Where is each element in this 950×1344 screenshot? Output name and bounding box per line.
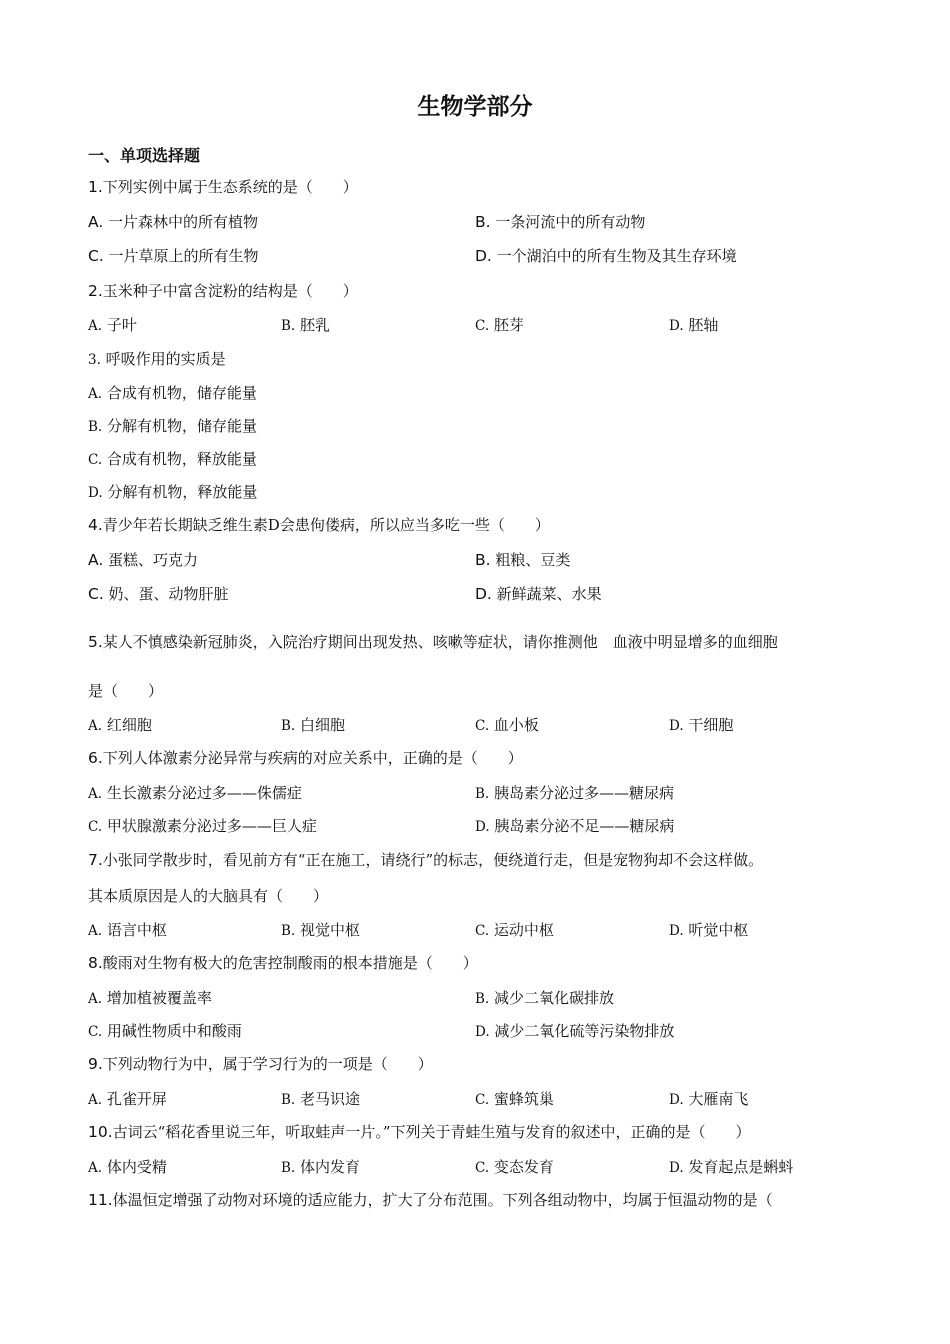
option-text: 白细胞 (295, 716, 345, 734)
option-text: 一条河流中的所有动物 (490, 213, 646, 231)
option-text: 玉米种子中富含淀粉的结构是（ ） (102, 282, 358, 300)
option-text: 老马识途 (295, 1090, 360, 1108)
option-text: 11. (88, 1191, 113, 1209)
question-7-stem (88, 850, 763, 870)
question-5-stem (88, 632, 778, 652)
question-7-option-a[interactable] (88, 920, 167, 941)
option-text: 一片森林中的所有植物 (103, 213, 259, 231)
option-text: 合成有机物，储存能量 (102, 384, 257, 402)
question-7-option-d[interactable] (669, 920, 748, 941)
option-text: C. (475, 718, 490, 734)
option-text: 10. (88, 1123, 113, 1141)
option-text: D. (669, 718, 684, 734)
question-1-option-a[interactable] (88, 212, 258, 232)
question-1-stem (88, 177, 358, 197)
question-1-option-b[interactable] (475, 212, 645, 232)
question-4-option-c[interactable] (88, 584, 229, 604)
question-8-stem (88, 953, 478, 973)
question-7-option-b[interactable] (281, 920, 360, 941)
option-text: B. (281, 1160, 296, 1176)
option-text: D. (669, 1092, 684, 1108)
question-2-option-c[interactable] (475, 315, 524, 336)
option-text: 用碱性物质中和酸雨 (102, 1022, 242, 1040)
question-10-option-b[interactable] (281, 1157, 360, 1178)
option-text: D. (669, 923, 684, 939)
question-3-stem (88, 349, 226, 370)
option-text: D. (669, 1160, 684, 1176)
question-9-option-c[interactable] (475, 1089, 554, 1110)
question-3-option-d[interactable] (88, 482, 257, 503)
question-6-option-b[interactable] (475, 783, 674, 804)
option-text: 孔雀开屏 (102, 1090, 167, 1108)
option-text: B. (281, 718, 296, 734)
section-heading: 一、单项选择题 (88, 146, 201, 165)
question-3-option-c[interactable] (88, 449, 257, 470)
option-text: C. (88, 819, 103, 835)
option-text: B. (281, 318, 296, 334)
question-10-option-a[interactable] (88, 1157, 167, 1178)
option-text: 体内发育 (295, 1158, 360, 1176)
option-text: A. (88, 786, 103, 802)
question-6-option-d[interactable] (475, 816, 674, 837)
option-text: 体内受精 (102, 1158, 167, 1176)
option-text: 蜜蜂筑巢 (489, 1090, 554, 1108)
option-text: B. (475, 991, 490, 1007)
option-text: 青少年若长期缺乏维生素D会患佝偻病，所以应当多吃一些（ ） (102, 516, 550, 534)
option-text: 某人不慎感染新冠肺炎，入院治疗期间出现发热、咳嗽等症状，请你推测他 血液中明显增多的血细胞 (102, 633, 778, 651)
question-2-option-b[interactable] (281, 315, 330, 336)
option-text: 蛋糕、巧克力 (103, 551, 199, 569)
page-title: 生物学部分 (417, 94, 533, 120)
question-9-option-d[interactable] (669, 1089, 748, 1110)
option-text: 分解有机物，储存能量 (102, 417, 257, 435)
option-text: 胰岛素分泌过多——糖尿病 (489, 784, 674, 802)
question-5-option-b[interactable] (281, 715, 345, 736)
option-text: 听觉中枢 (683, 921, 749, 939)
question-10-option-c[interactable] (475, 1157, 554, 1178)
question-8-option-b[interactable] (475, 988, 614, 1009)
option-text: A. (88, 991, 103, 1007)
option-text: 新鲜蔬菜、水果 (491, 585, 602, 603)
option-text: 下列动物行为中，属于学习行为的一项是（ ） (102, 1055, 433, 1073)
option-text: 胚乳 (295, 316, 330, 334)
option-text: D. (475, 819, 490, 835)
question-9-stem (88, 1054, 433, 1074)
option-text: 减少二氧化碳排放 (489, 989, 614, 1007)
option-text: 大雁南飞 (683, 1090, 749, 1108)
question-2-option-d[interactable] (669, 315, 718, 336)
question-2-option-a[interactable] (88, 315, 137, 336)
option-text: C. (88, 452, 103, 468)
option-text: 胚芽 (489, 316, 524, 334)
option-text: A. (88, 213, 104, 231)
option-text: 奶、蛋、动物肝脏 (103, 585, 229, 603)
option-text: 古词云“稻花香里说三年，听取蛙声一片。”下列关于青蛙生殖与发育的叙述中，正确的是（ ） (112, 1123, 751, 1141)
option-text: C. (475, 923, 490, 939)
option-text: 合成有机物，释放能量 (102, 450, 257, 468)
question-10-stem (88, 1122, 751, 1142)
option-text: D. (475, 1024, 490, 1040)
option-text: 4. (88, 516, 103, 534)
question-6-option-a[interactable] (88, 783, 302, 804)
option-text: 减少二氧化硫等污染物排放 (489, 1022, 675, 1040)
option-text: 3. (88, 352, 101, 368)
option-text: B. (88, 419, 103, 435)
option-text: B. (281, 1092, 296, 1108)
option-text: 甲状腺激素分泌过多——巨人症 (102, 817, 317, 835)
option-text: A. (88, 1092, 103, 1108)
question-5-option-d[interactable] (669, 715, 733, 736)
option-text: 酸雨对生物有极大的危害控制酸雨的根本措施是（ ） (102, 954, 478, 972)
option-text: 视觉中枢 (295, 921, 360, 939)
option-text: 运动中枢 (489, 921, 554, 939)
question-9-option-a[interactable] (88, 1089, 167, 1110)
question-9-option-b[interactable] (281, 1089, 360, 1110)
question-10-option-d[interactable] (669, 1157, 793, 1178)
option-text: A. (88, 1160, 103, 1176)
option-text: 子叶 (102, 316, 137, 334)
question-4-option-d[interactable] (475, 584, 602, 604)
question-3-option-a[interactable] (88, 383, 257, 404)
option-text: C. (475, 1092, 490, 1108)
option-text: 下列人体激素分泌异常与疾病的对应关系中，正确的是（ ） (102, 749, 523, 767)
option-text: A. (88, 318, 103, 334)
option-text: 胚轴 (683, 316, 719, 334)
question-8-option-d[interactable] (475, 1021, 674, 1042)
option-text: C. (475, 1160, 490, 1176)
option-text: 5. (88, 633, 103, 651)
option-text: 一个湖泊中的所有生物及其生存环境 (491, 247, 737, 265)
option-text: 发育起点是蝌蚪 (683, 1158, 794, 1176)
question-4-option-a[interactable] (88, 550, 198, 570)
option-text: C. (88, 1024, 103, 1040)
question-7-stem-continued: 其本质原因是人的大脑具有（ ） (88, 887, 329, 905)
option-text: D. (475, 247, 492, 265)
question-7-option-c[interactable] (475, 920, 554, 941)
option-text: 7. (88, 851, 103, 869)
option-text: C. (88, 585, 104, 603)
option-text: 分解有机物，释放能量 (102, 483, 258, 501)
question-4-option-b[interactable] (475, 550, 570, 570)
option-text: D. (88, 485, 103, 501)
option-text: 生长激素分泌过多——侏儒症 (102, 784, 302, 802)
option-text: 血小板 (489, 716, 539, 734)
question-5-option-c[interactable] (475, 715, 539, 736)
option-text: 变态发育 (489, 1158, 554, 1176)
question-3-option-b[interactable] (88, 416, 257, 437)
question-8-option-a[interactable] (88, 988, 212, 1009)
option-text: A. (88, 718, 103, 734)
option-text: 6. (88, 749, 103, 767)
option-text: B. (475, 213, 491, 231)
option-text: B. (281, 923, 296, 939)
option-text: A. (88, 923, 103, 939)
question-1-option-c[interactable] (88, 246, 259, 266)
option-text: 下列实例中属于生态系统的是（ ） (102, 178, 358, 196)
question-6-stem (88, 748, 523, 768)
option-text: 红细胞 (102, 716, 152, 734)
question-4-stem (88, 515, 550, 535)
option-text: A. (88, 386, 103, 402)
option-text: A. (88, 551, 104, 569)
option-text: D. (475, 585, 492, 603)
question-5-option-a[interactable] (88, 715, 152, 736)
option-text: 语言中枢 (102, 921, 167, 939)
question-1-option-d[interactable] (475, 246, 737, 266)
option-text: 体温恒定增强了动物对环境的适应能力，扩大了分布范围。下列各组动物中，均属于恒温动物的是（ (112, 1191, 773, 1209)
option-text: B. (475, 551, 491, 569)
option-text: 胰岛素分泌不足——糖尿病 (489, 817, 675, 835)
option-text: 8. (88, 954, 103, 972)
option-text: C. (475, 318, 490, 334)
question-2-stem (88, 281, 358, 301)
option-text: 小张同学散步时，看见前方有“正在施工，请绕行”的标志，便绕道行走，但是宠物狗却不会这样做。 (102, 851, 764, 869)
option-text: 一片草原上的所有生物 (103, 247, 259, 265)
option-text: B. (475, 786, 490, 802)
option-text: 1. (88, 178, 103, 196)
option-text: 粗粮、豆类 (490, 551, 571, 569)
option-text: 增加植被覆盖率 (102, 989, 212, 1007)
option-text: D. (669, 318, 684, 334)
question-11-stem (88, 1190, 773, 1210)
option-text: 9. (88, 1055, 103, 1073)
option-text: 干细胞 (683, 716, 734, 734)
option-text: 2. (88, 282, 103, 300)
question-8-option-c[interactable] (88, 1021, 242, 1042)
option-text: C. (88, 247, 104, 265)
question-6-option-c[interactable] (88, 816, 317, 837)
question-5-stem-continued: 是（ ） (88, 682, 164, 700)
option-text: 呼吸作用的实质是 (100, 350, 226, 368)
